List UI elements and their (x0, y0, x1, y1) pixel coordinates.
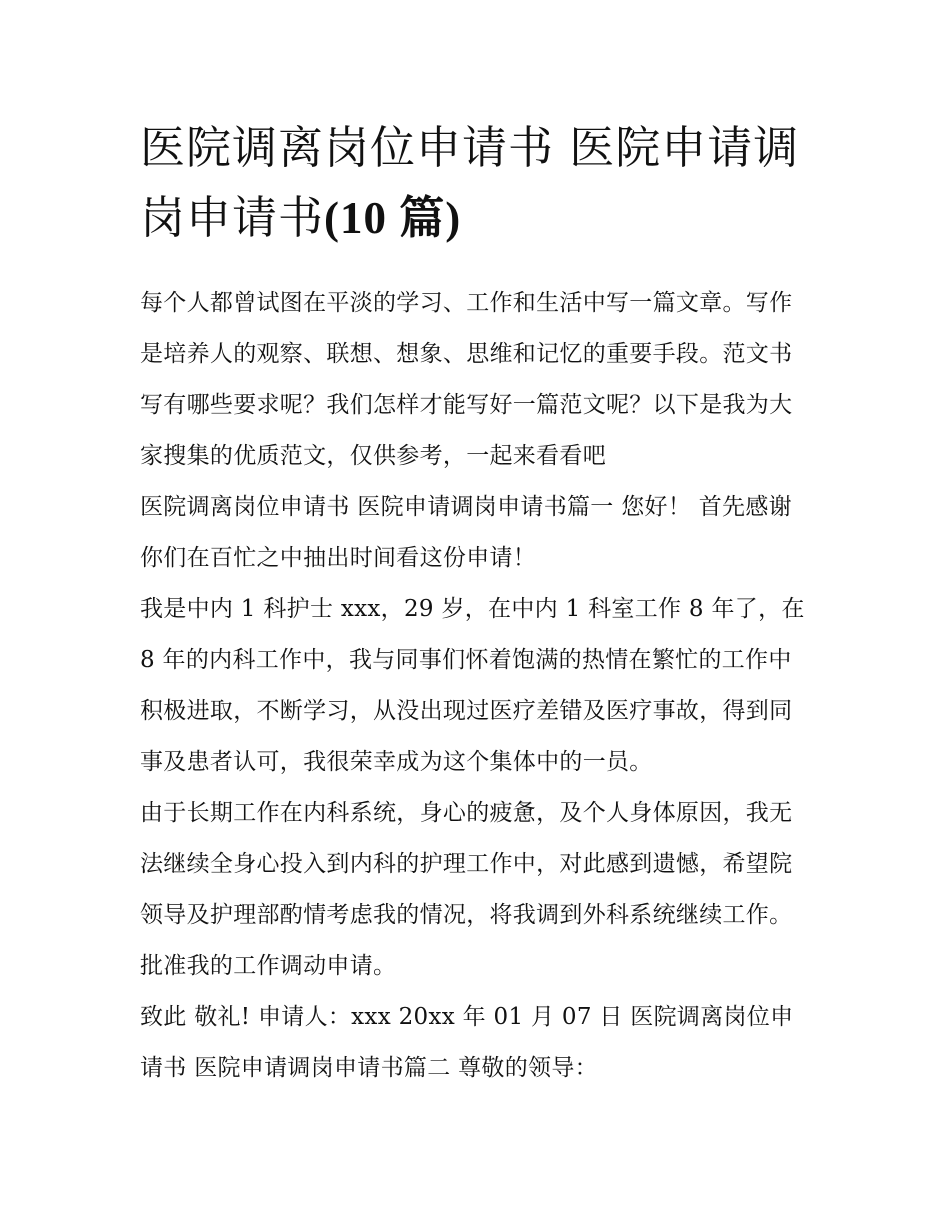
greeting-paragraph: 医院调离岗位申请书 医院申请调岗申请书篇一 您好！ 首先感谢你们在百忙之中抽出时间看这份申请！ (140, 494, 792, 571)
intro-paragraph: 每个人都曾试图在平淡的学习、工作和生活中写一篇文章。写作是培养人的观察、联想、想象、思维和记忆的重要手段。范文书写有哪些要求呢？我们怎样才能写好一篇范文呢？以下是我为大家搜集的优质范文，仅供参考，一起来看看吧 (140, 290, 793, 469)
self-introduction-paragraph: 我是中内 1 科护士 xxx，29 岁，在中内 1 科室工作 8 年了，在 8 年的内科工作中，我与同事们怀着饱满的热情在繁忙的工作中积极进取，不断学习，从没出现过医疗差错及医疗事故，得到同事及患者认可，我很荣幸成为这个集体中的一员。 (140, 596, 805, 775)
document-title-count: (10 篇) (324, 193, 462, 243)
document-title (140, 113, 820, 253)
reason-paragraph: 由于长期工作在内科系统，身心的疲惫，及个人身体原因，我无法继续全身心投入到内科的护理工作中，对此感到遗憾，希望院领导及护理部酌情考虑我的情况，将我调到外科系统继续工作。批准我的工作调动申请。 (140, 800, 793, 979)
document-title-main: 医院调离岗位申请书 医院申请调岗申请书 (140, 121, 800, 244)
document-body (140, 278, 812, 1094)
closing-paragraph: 致此 敬礼! 申请人：xxx 20xx 年 01 月 07 日 医院调离岗位申请书 医院申请调岗申请书篇二 尊敬的领导： (140, 1004, 794, 1081)
